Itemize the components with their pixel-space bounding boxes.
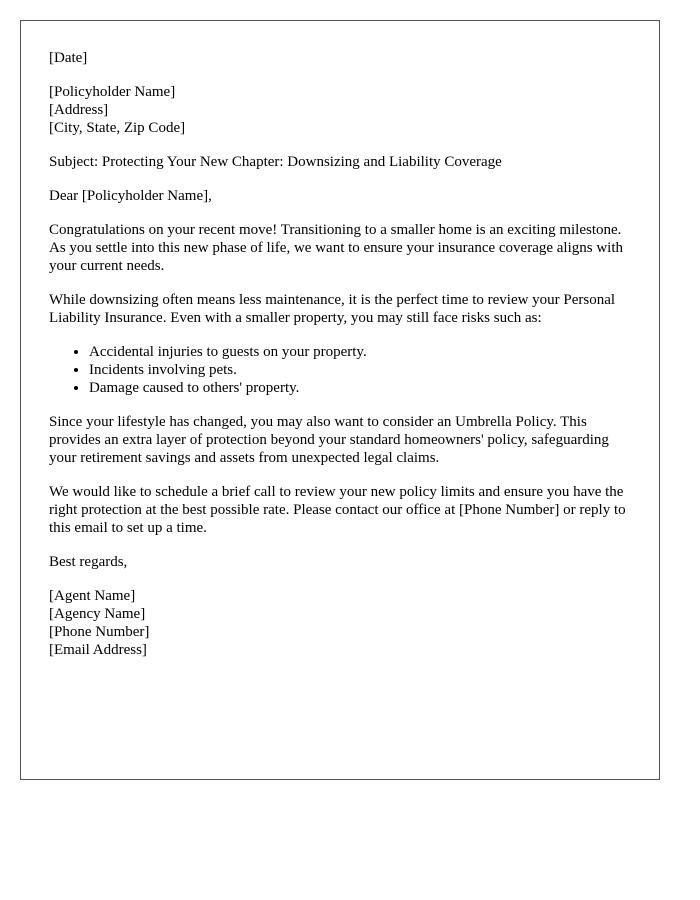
body-paragraph-congratulations: Congratulations on your recent move! Transitioning to a smaller home is an exciting milestone. As you settle into this new phase of life, we want to ensure your insurance coverage aligns with your current needs. xyxy=(49,222,624,274)
recipient-city-state-zip: [City, State, Zip Code] xyxy=(49,120,186,136)
agent-phone: [Phone Number] xyxy=(49,624,150,640)
recipient-name: [Policyholder Name] xyxy=(49,84,176,100)
signature-block xyxy=(49,587,630,659)
salutation: Dear [Policyholder Name], xyxy=(49,188,212,204)
recipient-address-block xyxy=(49,83,630,137)
closing: Best regards, xyxy=(49,554,128,570)
risk-list-item: • Damage caused to others' property. xyxy=(89,379,630,397)
agency-name: [Agency Name] xyxy=(49,606,146,622)
recipient-address: [Address] xyxy=(49,102,109,118)
letter-document xyxy=(20,20,660,780)
agent-name: [Agent Name] xyxy=(49,588,136,604)
risk-list xyxy=(49,343,630,397)
body-paragraph-schedule-call: We would like to schedule a brief call to review your new policy limits and ensure you have the right protection at the best possible rate. Please contact our office at [Phone Number] or reply to this email to set up a time. xyxy=(49,484,626,536)
date-line xyxy=(49,49,630,67)
body-paragraph-liability: While downsizing often means less maintenance, it is the perfect time to review your Personal Liability Insurance. Even with a smaller property, you may still face risks such as: xyxy=(49,292,616,326)
subject-line: Subject: Protecting Your New Chapter: Downsizing and Liability Coverage xyxy=(49,154,502,170)
risk-list-item: • Incidents involving pets. xyxy=(89,361,630,379)
agent-email: [Email Address] xyxy=(49,642,147,658)
risk-list-item: • Accidental injuries to guests on your property. xyxy=(89,343,630,361)
body-paragraph-umbrella: Since your lifestyle has changed, you may also want to consider an Umbrella Policy. This provides an extra layer of protection beyond your standard homeowners' policy, safeguarding your retirement savings and assets from unexpected legal claims. xyxy=(49,414,609,466)
date-text: [Date] xyxy=(49,50,88,66)
